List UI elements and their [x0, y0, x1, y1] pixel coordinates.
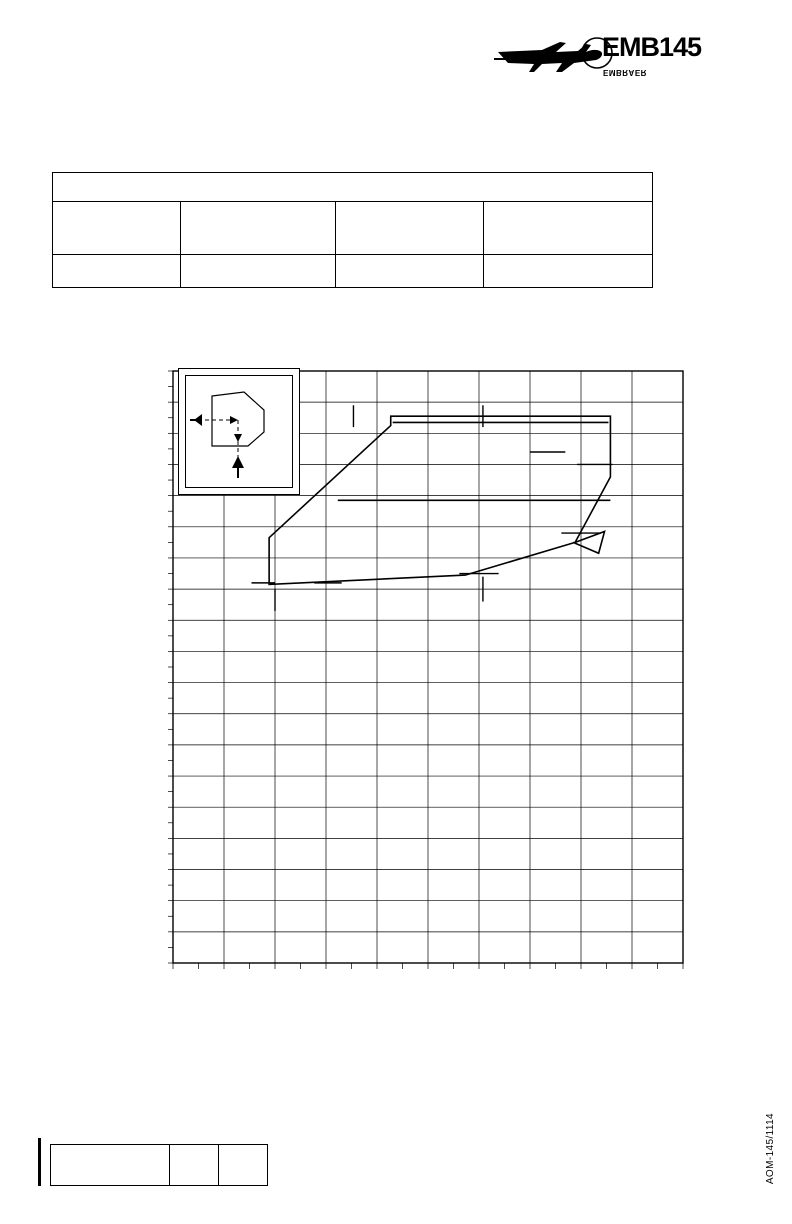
footer-table: [50, 1144, 268, 1186]
chart-reference-marks: [251, 405, 612, 611]
footer-marker: [38, 1138, 41, 1186]
document-code: AOM-145/1114: [765, 1112, 776, 1184]
arrow-down-icon: [234, 434, 242, 442]
header-logo: [490, 28, 702, 90]
table-header-cell-1: [53, 202, 181, 255]
table-cell-1: [53, 255, 181, 288]
footer-cell-2: [170, 1145, 219, 1186]
logo-brand-text: EMB: [602, 32, 659, 62]
table-cell-3: [336, 255, 484, 288]
table-row: [53, 255, 653, 288]
logo-subtext: EMBRAER: [603, 68, 647, 77]
table-title-cell: [53, 173, 653, 202]
chart-series-notch-lower-right: [573, 531, 604, 553]
footer-cell-1: [51, 1145, 170, 1186]
arrow-right-head-icon: [230, 416, 238, 424]
arrow-up-icon: [232, 456, 244, 478]
cg-envelope-inset: [178, 368, 300, 495]
data-table: [52, 172, 653, 288]
footer-row: [51, 1145, 268, 1186]
logo-model-text: 145: [659, 32, 702, 62]
inset-border: [185, 375, 293, 488]
footer-cell-3: [219, 1145, 268, 1186]
table-cell-2: [181, 255, 336, 288]
table-title-row: [53, 173, 653, 202]
table-header-row: [53, 202, 653, 255]
table-header-cell-2: [181, 202, 336, 255]
table-header-cell-3: [336, 202, 484, 255]
inset-diagram: [186, 376, 292, 487]
table-header-cell-4: [484, 202, 653, 255]
arrow-left-icon: [190, 414, 202, 426]
table-cell-4: [484, 255, 653, 288]
logo-brand: [602, 34, 701, 61]
